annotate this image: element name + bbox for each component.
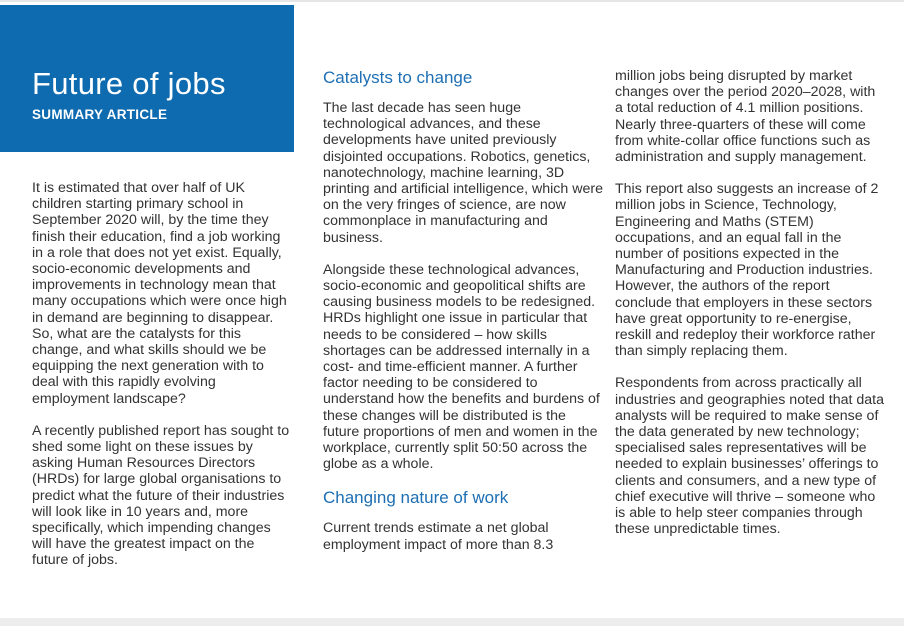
- article-subtitle: SUMMARY ARTICLE: [32, 107, 168, 122]
- catalysts-paragraph-1: The last decade has seen huge technological advances, and these developments have united previously disjointed occupations. Robotics, genetics, nanotechnology, machine learning, 3D printing and artificial intelligence, which were on the very fringes of science, are now commonplace in manufacturing and business.: [323, 100, 603, 246]
- column-2: [323, 68, 603, 569]
- section-heading-catalysts: Catalysts to change: [323, 68, 473, 87]
- article-title: Future of jobs: [32, 66, 226, 101]
- column-3: [615, 68, 885, 553]
- changing-work-paragraph-1: Current trends estimate a net global employment impact of more than 8.3: [323, 520, 554, 553]
- title-banner: [0, 5, 294, 152]
- intro-paragraph-1: It is estimated that over half of UK children starting primary school in September 2020 will, by the time they finish their education, find a job working in a role that does not yet exist. Equally, socio-economic developments and improvements in technology mean that many occupations which were once high in demand are beginning to disappear. So, what are the catalysts for this change, and what skills should we be equipping the next generation with to deal with this rapidly evolving employment landscape?: [32, 180, 287, 407]
- intro-paragraph-2: A recently published report has sought to shed some light on these issues by asking Human Resources Directors (HRDs) for large global organisations to predict what the future of their industries will look like in 10 years and, more specifically, which impending changes will have the greatest impact on the future of jobs.: [32, 422, 290, 569]
- catalysts-paragraph-2: Alongside these technological advances, socio-economic and geopolitical shifts are causing business models to be redesigned. HRDs highlight one issue in particular that needs to be considered – how skills shortages can be addressed internally in a cost- and time-efficient manner. A further factor needing to be considered to understand how the benefits and burdens of these changes will be distributed is the future proportions of men and women in the workplace, currently split 50:50 across the globe as a whole.: [323, 261, 600, 473]
- changing-work-paragraph-4: Respondents from across practically all industries and geographies noted that data analysts will be required to make sense of the data generated by new technology; specialised sales representatives will be needed to explain businesses’ offerings to clients and consumers, and a new type of chief executive will thrive – someone who is able to help steer companies through these unpredictable times.: [615, 375, 884, 538]
- changing-work-paragraph-2: million jobs being disrupted by market changes over the period 2020–2028, with a total reduction of 4.1 million positions. Nearly three-quarters of these will come from white-collar office functions such as administration and supply management.: [615, 68, 876, 166]
- bottom-divider: [0, 618, 904, 626]
- changing-work-paragraph-3: This report also suggests an increase of 2 million jobs in Science, Technology, Engineering and Maths (STEM) occupations, and an equal fall in the number of positions expected in the Manufacturing and Production industries. However, the authors of the report conclude that employers in these sectors have great opportunity to re-energise, reskill and redeploy their workforce rather than simply replacing them.: [615, 181, 879, 360]
- section-heading-changing-work: Changing nature of work: [323, 488, 509, 508]
- top-divider: [0, 0, 904, 2]
- column-1: [32, 180, 294, 585]
